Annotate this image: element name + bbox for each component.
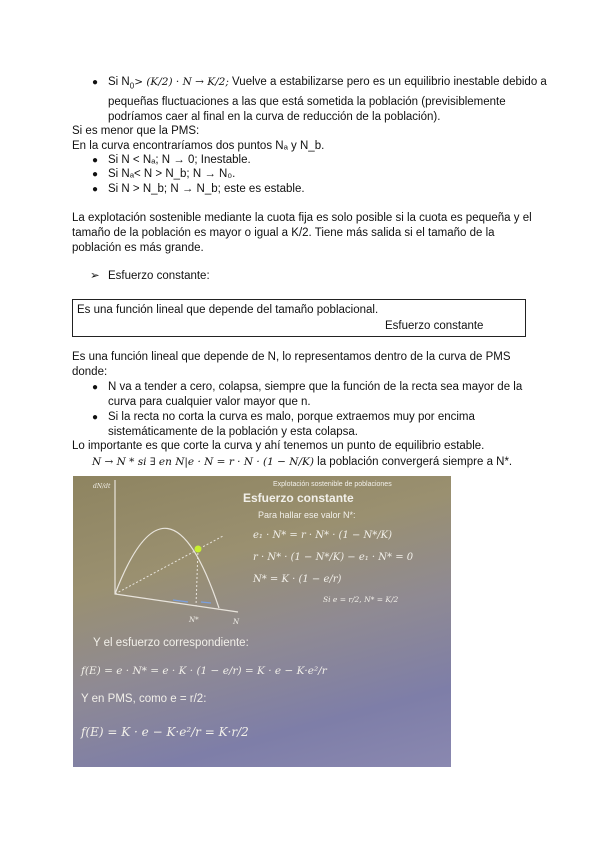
text-line: podríamos caer al final en la curva de reducción de la población). [108, 111, 441, 123]
text-line: donde: [72, 366, 108, 378]
list-item: sistemáticamente de la población y esta colapsa. [108, 426, 358, 438]
axis-nstar-label: N* [189, 616, 199, 624]
slide-eq2: r · N* · (1 − N*/K) − e₁ · N* = 0 [253, 552, 414, 563]
text: Vuelve a estabilizarse pero es un equilibrio inestable debido a [228, 76, 547, 88]
slide-sub: Para hallar ese valor N*: [258, 510, 356, 520]
list-item: Si Nₐ< N > N_b; N → N₀. [108, 168, 236, 180]
slide-text1: Y el esfuerzo correspondiente: [93, 637, 249, 649]
text-line: Es una función lineal que depende de N, lo representamos dentro de la curva de PMS [72, 351, 511, 363]
slide-header: Explotación sostenible de poblaciones [273, 481, 392, 488]
text-line: tamaño de la población es mayor o igual a K/2. Tiene más salida si el tamaño de la [72, 227, 495, 239]
text-line: población es más grande. [72, 242, 204, 254]
text-line: La explotación sostenible mediante la cuota fija es solo posible si la cuota es pequeña y el [72, 212, 532, 224]
slide-eq1: e₁ · N* = r · N* · (1 − N*/K) [253, 530, 393, 541]
text-line: En la curva encontraríamos dos puntos Nₐ y N_b. [72, 140, 325, 152]
formula-line [92, 455, 512, 469]
list-item: curva para cualquier valor mayor que n. [108, 396, 311, 408]
slide-eq5: f(E) = K · e − K·e²/r = K·r/2 [81, 725, 249, 739]
bullet: ● [92, 382, 99, 393]
list-item: N va a tender a cero, colapsa, siempre que la función de la recta sea mayor de la [108, 381, 523, 393]
axis-n-label: N [233, 618, 240, 626]
subscript: 0 [129, 81, 135, 91]
slide-eq3: N* = K · (1 − e/r) [253, 574, 342, 585]
slide-eq4: f(E) = e · N* = e · K · (1 − e/r) = K · e − K·e²/r [81, 665, 327, 677]
bullet-n0-greater [108, 75, 547, 93]
bullet: ● [92, 155, 99, 166]
bullet: ● [92, 77, 99, 88]
box-caption: Esfuerzo constante [385, 320, 484, 332]
text-line: Si es menor que la PMS: [72, 125, 200, 137]
bullet: ● [92, 184, 99, 195]
arrow-bullet-icon: ➢ [90, 270, 100, 282]
definition-box [72, 299, 526, 337]
text-line: pequeñas fluctuaciones a las que está sometida la población (previsiblemente [108, 96, 506, 108]
formula: N → N * si ∃ en N|e · N = r · N · (1 − N/K) [92, 456, 314, 468]
box-text: Es una función lineal que depende del tamaño poblacional. [77, 304, 379, 316]
text-line: Lo importante es que corte la curva y ahí tenemos un punto de equilibrio estable. [72, 440, 485, 452]
text: Si N [108, 76, 130, 88]
slide-note: Si e = r/2, N* = K/2 [323, 595, 399, 604]
list-item: Si N > N_b; N → N_b; este es estable. [108, 183, 305, 195]
slide-title: Esfuerzo constante [243, 491, 354, 505]
section-heading: Esfuerzo constante: [108, 270, 210, 282]
formula-text: la población convergerá siempre a N*. [313, 456, 513, 468]
list-item: Si N < Nₐ; N → 0; Inestable. [108, 154, 251, 166]
slide-text2: Y en PMS, como e = r/2: [81, 693, 207, 705]
list-item: Si la recta no corta la curva es malo, porque extraemos muy por encima [108, 411, 475, 423]
equilibrium-point [195, 546, 202, 553]
bullet: ● [92, 169, 99, 180]
pms-graph [93, 480, 240, 626]
formula: > (K/2) · N → K/2; [134, 76, 229, 88]
axis-y-label: dN/dt [93, 483, 111, 490]
lecture-slide-photo [73, 476, 451, 767]
bullet: ● [92, 412, 99, 423]
